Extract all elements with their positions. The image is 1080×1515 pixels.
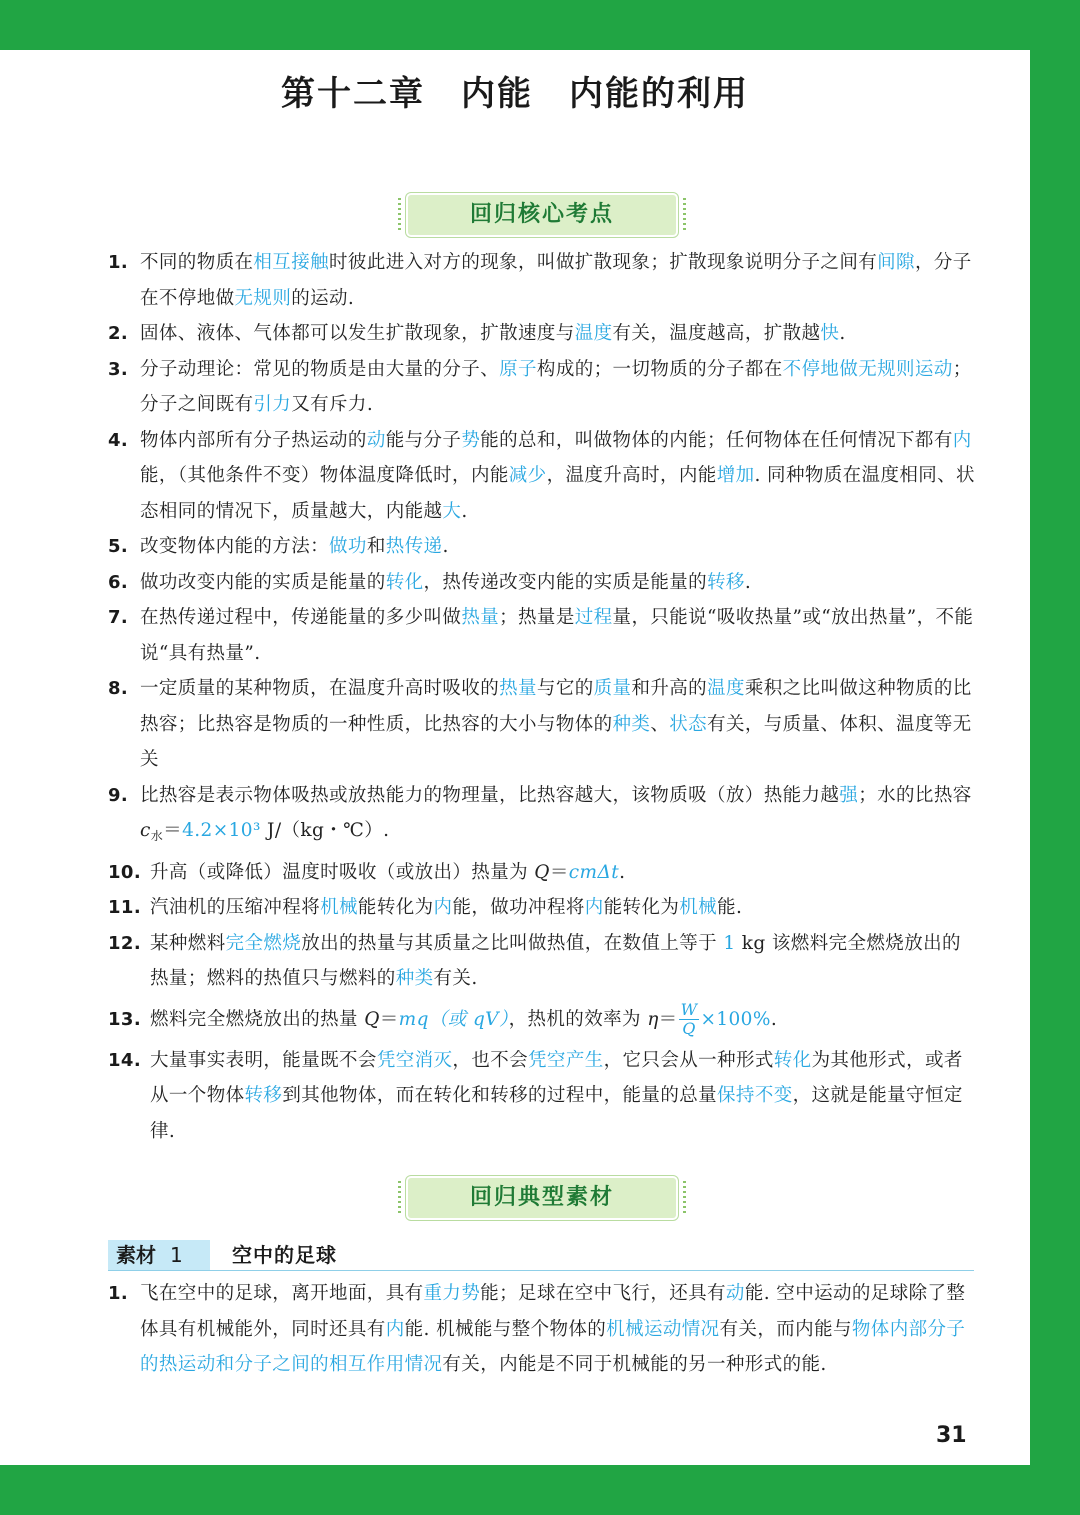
list-item: [108, 565, 978, 601]
list-item: [108, 778, 978, 855]
answer-text: 内: [584, 897, 604, 918]
list-item: [108, 671, 978, 778]
item-text: 、: [650, 713, 670, 735]
list-item: [108, 1043, 978, 1150]
answer-text: 凭空产生: [528, 1049, 604, 1071]
list-item: [108, 926, 978, 997]
material-tag-label: 素材: [116, 1243, 156, 1267]
item-text: 固体、液体、气体都可以发生扩散现象，扩散速度与: [140, 323, 575, 344]
answer-text: 温度: [707, 678, 745, 699]
item-text: 做功改变内能的实质是能量的: [140, 571, 386, 593]
answer-text: 动: [725, 1283, 745, 1304]
item-text: 升高（或降低）温度时吸收（或放出）热量为: [150, 861, 535, 883]
answer-text: 温度: [574, 323, 613, 344]
answer-text: 转化: [773, 1049, 812, 1071]
item-number: 8.: [108, 678, 129, 699]
list-item: [108, 352, 978, 423]
item-text: 的运动.: [291, 287, 355, 309]
answer-text: 状态: [669, 713, 708, 735]
material-title: 空中的足球: [232, 1243, 337, 1267]
list-item: [108, 1276, 978, 1383]
answer-formula: cmΔt: [568, 861, 620, 883]
item-text: 飞在空中的足球，离开地面，具有: [140, 1283, 424, 1304]
item-text: 能. 机械能与整个物体的: [404, 1318, 607, 1340]
answer-text: 保持不变: [717, 1085, 793, 1106]
item-text: 能的总和，叫做物体的内能；任何物体在任何情况下都有: [480, 429, 953, 451]
item-text: 和: [366, 536, 386, 557]
answer-text: 内: [952, 429, 972, 451]
answer-text: 不停地做无规则运动: [782, 358, 953, 380]
item-number: 12.: [108, 932, 142, 954]
answer-text: 1: [723, 932, 736, 954]
answer-text: 物体内部分子的热运动和分子之间的相互作用情况: [140, 1318, 966, 1375]
item-text: 能与分子: [385, 429, 462, 451]
item-text: ＝: [658, 1008, 678, 1030]
item-number: 13.: [108, 1008, 142, 1030]
item-text: 量，只能说“吸收热量”或“放出热量”，不能说“具有热量”.: [140, 607, 974, 664]
item-number: 10.: [108, 861, 142, 883]
answer-text: 转化: [385, 571, 424, 593]
subscript: 水: [150, 829, 164, 843]
answer-formula: mq（或 qV）: [398, 1008, 509, 1030]
item-text: . 同种物质在温度相同、状态相同的情况下，质量越大，内能越: [140, 465, 975, 522]
item-number: 2.: [108, 323, 129, 344]
item-text: 改变物体内能的方法：: [140, 536, 330, 557]
answer-text: ×100%: [700, 1008, 771, 1030]
answer-text: 原子: [499, 358, 537, 380]
material-tag: [108, 1240, 210, 1270]
answer-text: 质量: [593, 678, 632, 699]
item-text: 物体内部所有分子热运动的: [140, 429, 367, 451]
item-text: 构成的；一切物质的分子都在: [536, 358, 783, 380]
item-text: ；分子之间既有: [140, 358, 972, 415]
item-text: .: [442, 536, 449, 557]
answer-text: 热量: [499, 678, 537, 699]
item-text: ；水的比热容: [858, 784, 972, 806]
answer-text: 机械运动情况: [606, 1318, 720, 1340]
item-text: ＝: [379, 1008, 399, 1030]
core-points-list: [108, 245, 978, 1149]
answer-text: 动: [366, 429, 386, 451]
item-text: 时彼此进入对方的现象，叫做扩散现象；扩散现象说明分子之间有: [329, 252, 878, 273]
item-text: .: [744, 571, 752, 593]
answer-text: 热量: [461, 607, 500, 628]
item-text: ；热量是: [499, 607, 575, 628]
answer-text: 相互接触: [253, 252, 330, 273]
chapter-title: 第十二章 内能 内能的利用: [281, 74, 749, 114]
item-text: 能转化为: [357, 897, 434, 918]
item-text: ＝: [549, 861, 569, 883]
item-text: 为其他形式，或者从一个物体: [150, 1049, 963, 1106]
item-text: 有关，内能是不同于机械能的另一种形式的能.: [442, 1354, 827, 1375]
list-item: [108, 999, 978, 1041]
answer-text: 4.2×10³: [182, 820, 261, 841]
item-text: 汽油机的压缩冲程将: [150, 897, 321, 918]
math-symbol: Q: [364, 1008, 380, 1030]
answer-text: 过程: [574, 607, 613, 628]
section-banner-material: [408, 1178, 676, 1218]
answer-text: 做功: [329, 536, 367, 557]
item-text: .: [839, 323, 846, 344]
answer-text: 内: [433, 897, 453, 918]
answer-text: 热传递: [385, 536, 443, 557]
item-number: 9.: [108, 784, 129, 806]
item-number: 1.: [108, 252, 129, 273]
item-text: 能；足球在空中飞行，还具有: [480, 1283, 726, 1304]
item-text: 有关，与质量、体积、温度等无关: [140, 713, 972, 770]
item-text: .: [770, 1008, 778, 1030]
item-text: 能转化为: [603, 897, 680, 918]
answer-text: 快: [820, 323, 840, 344]
item-text: .: [461, 500, 468, 522]
item-text: 能，做功冲程将: [452, 897, 585, 918]
list-item: [108, 529, 978, 565]
item-text: 乘积之比叫做这种物质的比热容；比热容是物质的一种性质，比热容的大小与物体的: [140, 678, 972, 735]
answer-text: 减少: [508, 465, 547, 486]
banner-deco-left: [398, 1181, 401, 1215]
answer-text: 凭空消灭: [376, 1049, 453, 1071]
item-number: 14.: [108, 1049, 142, 1071]
item-text: 分子动理论：常见的物质是由大量的分子、: [140, 358, 500, 380]
item-text: 又有斥力.: [291, 394, 374, 415]
answer-text: 种类: [395, 968, 434, 989]
item-text: 比热容是表示物体吸热或放热能力的物理量，比热容越大，该物质吸（放）热能力越: [140, 784, 840, 806]
answer-text: 重力势: [423, 1283, 481, 1304]
item-text: 有关，而内能与: [719, 1318, 852, 1340]
item-number: 3.: [108, 358, 129, 380]
item-text: ，热传递改变内能的实质是能量的: [423, 571, 708, 593]
item-text: ＝: [163, 820, 183, 841]
banner-deco-left: [398, 198, 401, 232]
answer-text: 转移: [707, 571, 745, 593]
list-item: [108, 855, 978, 891]
math-symbol: Q: [534, 861, 550, 883]
item-text: 能，（其他条件不变）物体温度降低时，内能: [140, 465, 509, 486]
item-text: 和升高的: [631, 678, 708, 699]
answer-text: 转移: [244, 1085, 283, 1106]
section-banner-core: [408, 195, 676, 235]
answer-text: 无规则: [234, 287, 292, 309]
item-text: 在热传递过程中，传递能量的多少叫做: [140, 607, 462, 628]
item-text: ，温度升高时，内能: [546, 465, 717, 486]
item-number: 11.: [108, 897, 142, 918]
banner-deco-right: [683, 198, 686, 232]
math-symbol: c: [140, 820, 151, 841]
item-text: 到其他物体，而在转化和转移的过程中，能量的总量: [282, 1085, 718, 1106]
item-number: 5.: [108, 536, 129, 557]
item-text: .: [619, 861, 626, 883]
answer-text: 机械: [679, 897, 718, 918]
answer-text: 间隙: [877, 252, 915, 273]
material-list: [108, 1276, 978, 1383]
item-number: 4.: [108, 429, 129, 451]
fraction: $\frac{W}{Q}$: [680, 1000, 698, 1038]
item-text: ，分子在不停地做: [140, 252, 972, 309]
item-text: ，这就是能量守恒定律.: [150, 1085, 963, 1142]
list-item: [108, 423, 978, 530]
item-text: 一定质量的某种物质，在温度升高时吸收的: [140, 678, 500, 699]
item-text: 放出的热量与其质量之比叫做热值，在数值上等于: [301, 932, 724, 954]
item-text: 能. 空中运动的足球除了整体具有机械能外，同时还具有: [140, 1283, 966, 1340]
item-text: 能.: [717, 897, 743, 918]
answer-text: 引力: [253, 394, 292, 415]
item-text: 有关.: [433, 968, 478, 989]
page-number: 31: [936, 1423, 967, 1448]
material-header: [108, 1240, 974, 1271]
item-number: 6.: [108, 571, 129, 593]
item-text: 与它的: [536, 678, 594, 699]
answer-text: 势: [461, 429, 481, 451]
item-text: 燃料完全燃烧放出的热量: [150, 1008, 365, 1030]
item-text: 有关，温度越高，扩散越: [612, 323, 821, 344]
item-text: 大量事实表明，能量既不会: [150, 1049, 377, 1071]
list-item: [108, 316, 978, 352]
math-symbol: η: [647, 1008, 659, 1030]
answer-text: 增加: [716, 465, 755, 486]
item-text: ，也不会: [452, 1049, 529, 1071]
list-item: [108, 600, 978, 671]
section-title-material: 回归典型素材: [469, 1185, 614, 1210]
item-number: 7.: [108, 607, 129, 628]
answer-text: 强: [839, 784, 859, 806]
item-text: J/（kg・℃）.: [260, 820, 390, 841]
item-number: 1.: [108, 1283, 129, 1304]
list-item: [108, 890, 978, 926]
answer-text: 大: [442, 500, 462, 522]
item-text: 不同的物质在: [140, 252, 254, 273]
answer-text: 完全燃烧: [225, 932, 302, 954]
banner-deco-right: [683, 1181, 686, 1215]
answer-text: 种类: [612, 713, 651, 735]
answer-text: 内: [385, 1318, 405, 1340]
item-text: ，热机的效率为: [508, 1008, 648, 1030]
item-text: kg 该燃料完全燃烧放出的热量；燃料的热值只与燃料的: [150, 932, 961, 989]
item-text: ，它只会从一种形式: [603, 1049, 774, 1071]
item-text: 某种燃料: [150, 932, 226, 954]
list-item: [108, 245, 978, 316]
material-number: 1: [170, 1243, 183, 1267]
answer-text: 机械: [320, 897, 358, 918]
section-title-core: 回归核心考点: [469, 202, 614, 227]
